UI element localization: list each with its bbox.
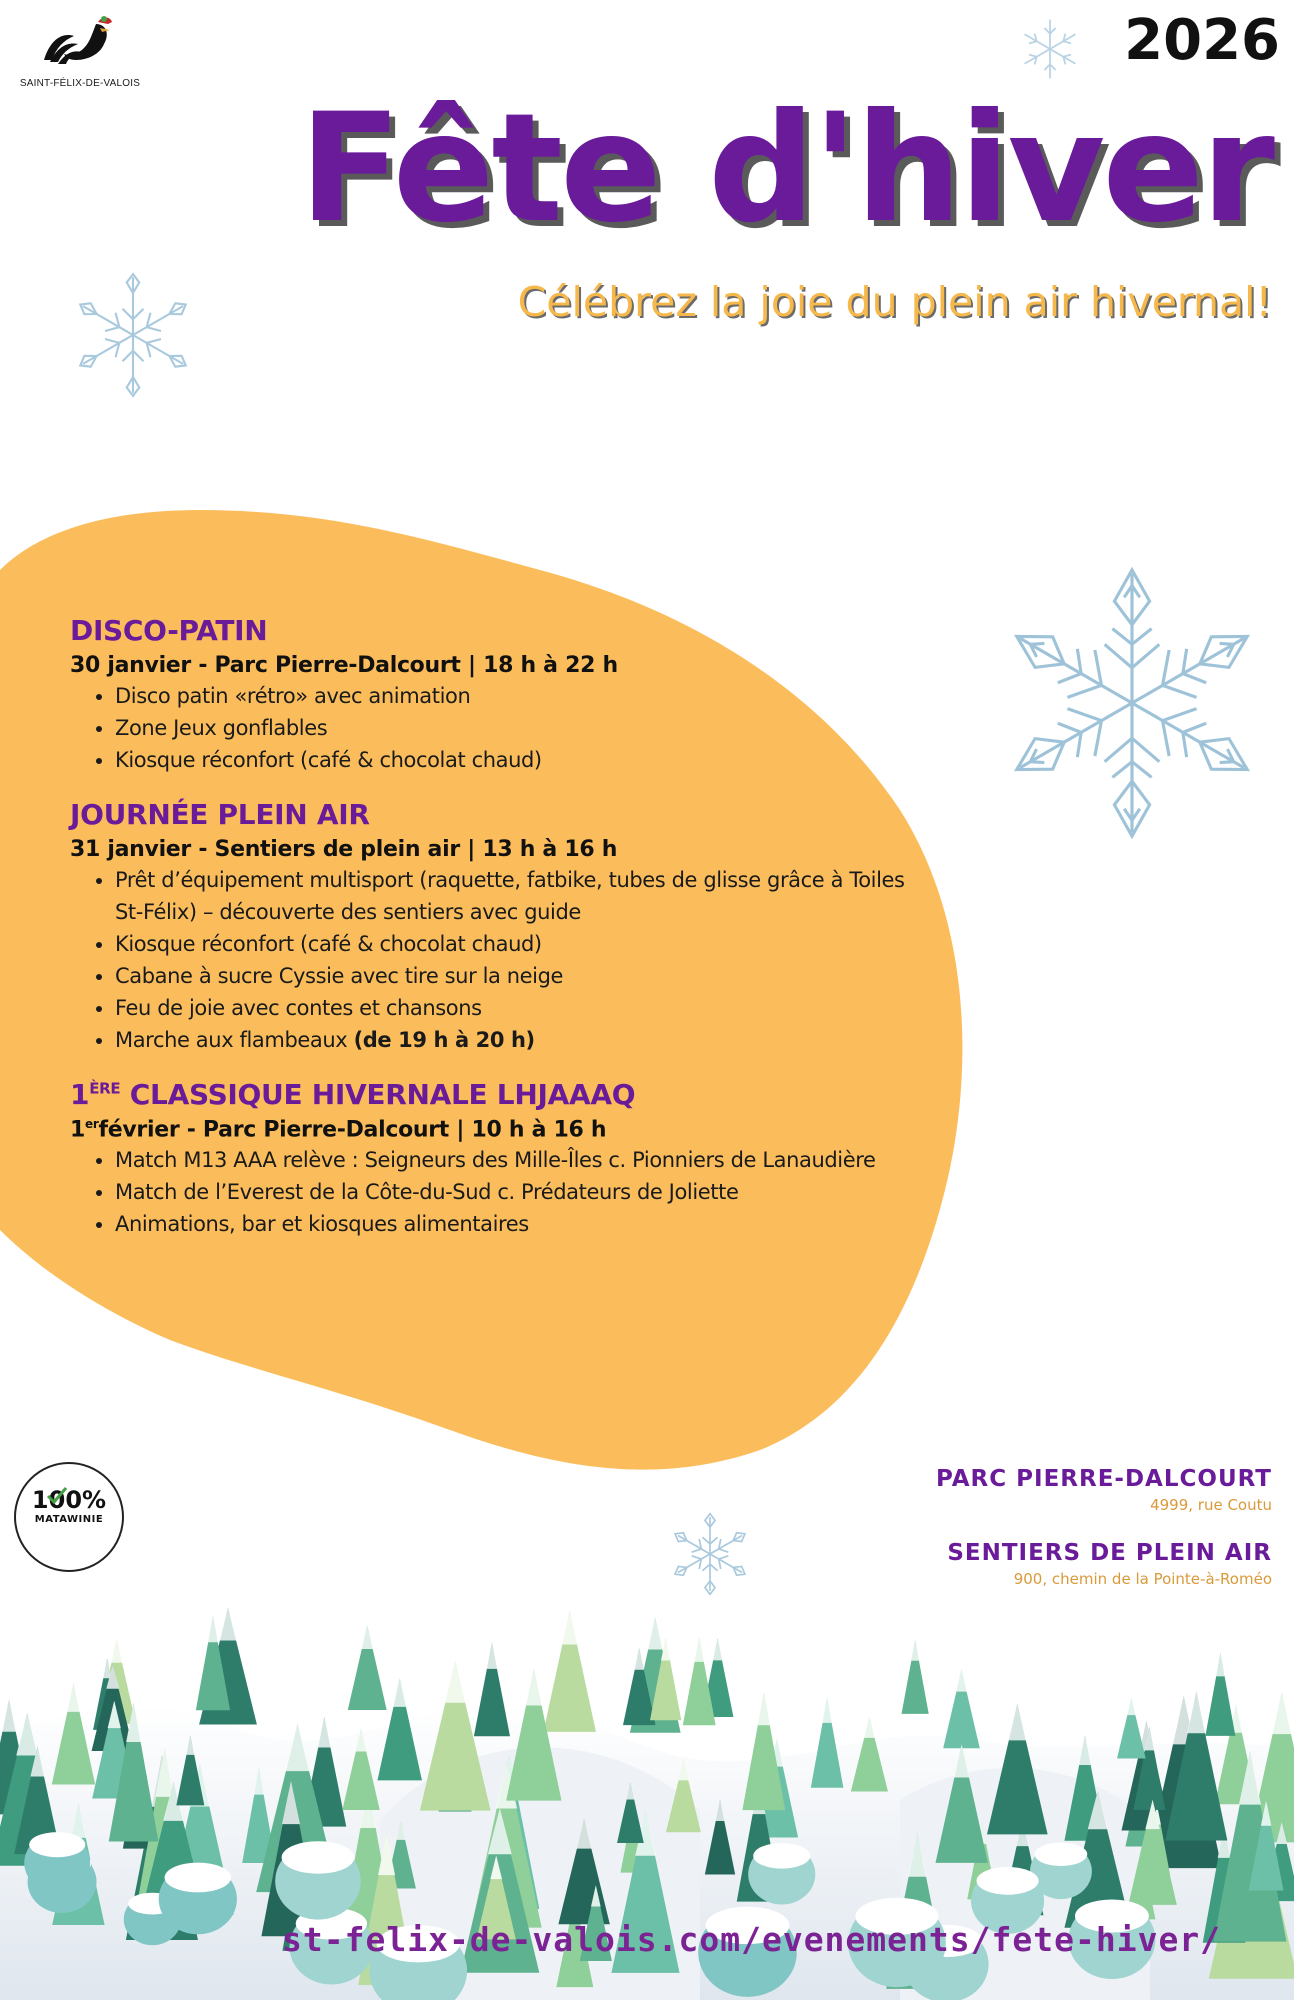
list-item-time: (de 19 h à 20 h) bbox=[353, 1028, 535, 1052]
round-tree-snowcap bbox=[29, 1832, 85, 1857]
tree-snowcap bbox=[67, 1684, 80, 1712]
program bbox=[70, 614, 930, 1262]
tree-snowcap bbox=[562, 1611, 578, 1645]
title-ordinal: ÈRE bbox=[89, 1079, 121, 1098]
section-title: JOURNÉE PLEIN AIR bbox=[70, 798, 370, 831]
rooster-logo-icon bbox=[40, 14, 120, 76]
event-url: st-felix-de-valois.com/evenements/fete-hiver/ bbox=[282, 1920, 1222, 1959]
activity-list bbox=[70, 1144, 930, 1240]
tree-snowcap bbox=[393, 1678, 406, 1707]
date-ordinal: er bbox=[85, 1117, 99, 1131]
list-item: • Kiosque réconfort (café & chocolat chaud) bbox=[115, 744, 930, 776]
tree-snowcap bbox=[956, 1670, 967, 1692]
round-tree-snowcap bbox=[282, 1841, 355, 1874]
location-address: 4999, rue Coutu bbox=[1150, 1496, 1272, 1514]
municipality-logo bbox=[18, 14, 142, 89]
snowflake-icon bbox=[1015, 14, 1085, 84]
tree-snowcap bbox=[648, 1617, 663, 1649]
tree-snowcap bbox=[694, 1637, 704, 1662]
tree-snowcap bbox=[1127, 1698, 1136, 1715]
tree-snowcap bbox=[318, 1717, 331, 1748]
tree-snowcap bbox=[1187, 1692, 1206, 1734]
tree-snowcap bbox=[487, 1643, 498, 1669]
round-tree-snowcap bbox=[977, 1867, 1039, 1895]
date-number: 1 bbox=[70, 1117, 86, 1143]
list-item: • Prêt d’équipement multisport (raquette, fatbike, tubes de glisse grâce à Toiles St-Félix) – découverte des sentiers avec guide bbox=[115, 864, 930, 928]
tree-snowcap bbox=[2, 1700, 16, 1732]
badge-percent: 100% bbox=[31, 1486, 107, 1514]
list-item: • Disco patin «rétro» avec animation bbox=[115, 680, 930, 712]
title-text: CLASSIQUE HIVERNALE LHJAAAQ bbox=[129, 1078, 636, 1111]
snowflake-icon bbox=[995, 562, 1269, 844]
date-text: février - Parc Pierre-Dalcourt | 10 h à 16 h bbox=[98, 1117, 607, 1143]
list-item: • Match de l’Everest de la Côte-du-Sud c. Prédateurs de Joliette bbox=[115, 1176, 930, 1208]
badge-name: MATAWINIE bbox=[34, 1514, 104, 1525]
list-item-text: Marche aux flambeaux bbox=[115, 1028, 348, 1052]
tree-snowcap bbox=[219, 1608, 236, 1641]
tree-snowcap bbox=[208, 1616, 218, 1642]
tree-snowcap bbox=[361, 1625, 373, 1649]
list-item: • Animations, bar et kiosques alimentaires bbox=[115, 1208, 930, 1240]
tree-snowcap bbox=[634, 1648, 644, 1670]
section-disco-patin bbox=[70, 614, 930, 776]
matawinie-badge bbox=[14, 1462, 124, 1572]
tree-snowcap bbox=[713, 1638, 723, 1660]
list-item bbox=[115, 1024, 930, 1056]
location-address: 900, chemin de la Pointe-à-Roméo bbox=[1013, 1570, 1272, 1588]
event-subtitle: Célébrez la joie du plein air hivernal! bbox=[517, 278, 1272, 326]
location-name: PARC PIERRE-DALCOURT bbox=[936, 1466, 1272, 1492]
tree-snowcap bbox=[445, 1661, 466, 1703]
tree-snowcap bbox=[822, 1698, 832, 1723]
section-title: DISCO-PATIN bbox=[70, 614, 268, 647]
section-title bbox=[70, 1078, 930, 1111]
tree-snowcap bbox=[757, 1692, 770, 1725]
tree-snowcap bbox=[1216, 1653, 1225, 1676]
tree-snowcap bbox=[111, 1639, 122, 1663]
tree-snowcap bbox=[526, 1669, 543, 1706]
section-journee-plein-air bbox=[70, 798, 930, 1056]
round-tree-snowcap bbox=[1035, 1842, 1088, 1866]
location-name: SENTIERS DE PLEIN AIR bbox=[947, 1540, 1272, 1566]
activity-list bbox=[70, 864, 930, 1056]
snowflake-icon bbox=[70, 272, 196, 398]
section-date bbox=[70, 1117, 930, 1142]
section-date: 31 janvier - Sentiers de plein air | 13 h à 16 h bbox=[70, 837, 618, 862]
round-tree-snowcap bbox=[753, 1843, 810, 1869]
list-item: • Match M13 AAA relève : Seigneurs des Mille-Îles c. Pionniers de Lanaudière bbox=[115, 1144, 930, 1176]
tree-snowcap bbox=[1008, 1704, 1026, 1741]
list-item: • Zone Jeux gonflables bbox=[115, 712, 930, 744]
section-date: 30 janvier - Parc Pierre-Dalcourt | 18 h à 22 h bbox=[70, 653, 618, 678]
check-icon bbox=[46, 1486, 68, 1506]
municipality-name: SAINT-FÉLIX-DE-VALOIS bbox=[19, 78, 141, 89]
event-year: 2026 bbox=[1124, 8, 1280, 73]
event-title: Fête d'hiver bbox=[299, 82, 1272, 256]
list-item: • Cabane à sucre Cyssie avec tire sur la neige bbox=[115, 960, 930, 992]
tree-snowcap bbox=[1272, 1692, 1292, 1734]
section-classique-hivernale bbox=[70, 1078, 930, 1240]
activity-list bbox=[70, 680, 930, 776]
round-tree-snowcap bbox=[165, 1863, 231, 1893]
tree-snowcap bbox=[864, 1717, 875, 1738]
list-item: • Kiosque réconfort (café & chocolat chaud) bbox=[115, 928, 930, 960]
tree-snowcap bbox=[911, 1640, 919, 1661]
list-item: • Feu de joie avec contes et chansons bbox=[115, 992, 930, 1024]
title-number: 1 bbox=[70, 1078, 90, 1111]
